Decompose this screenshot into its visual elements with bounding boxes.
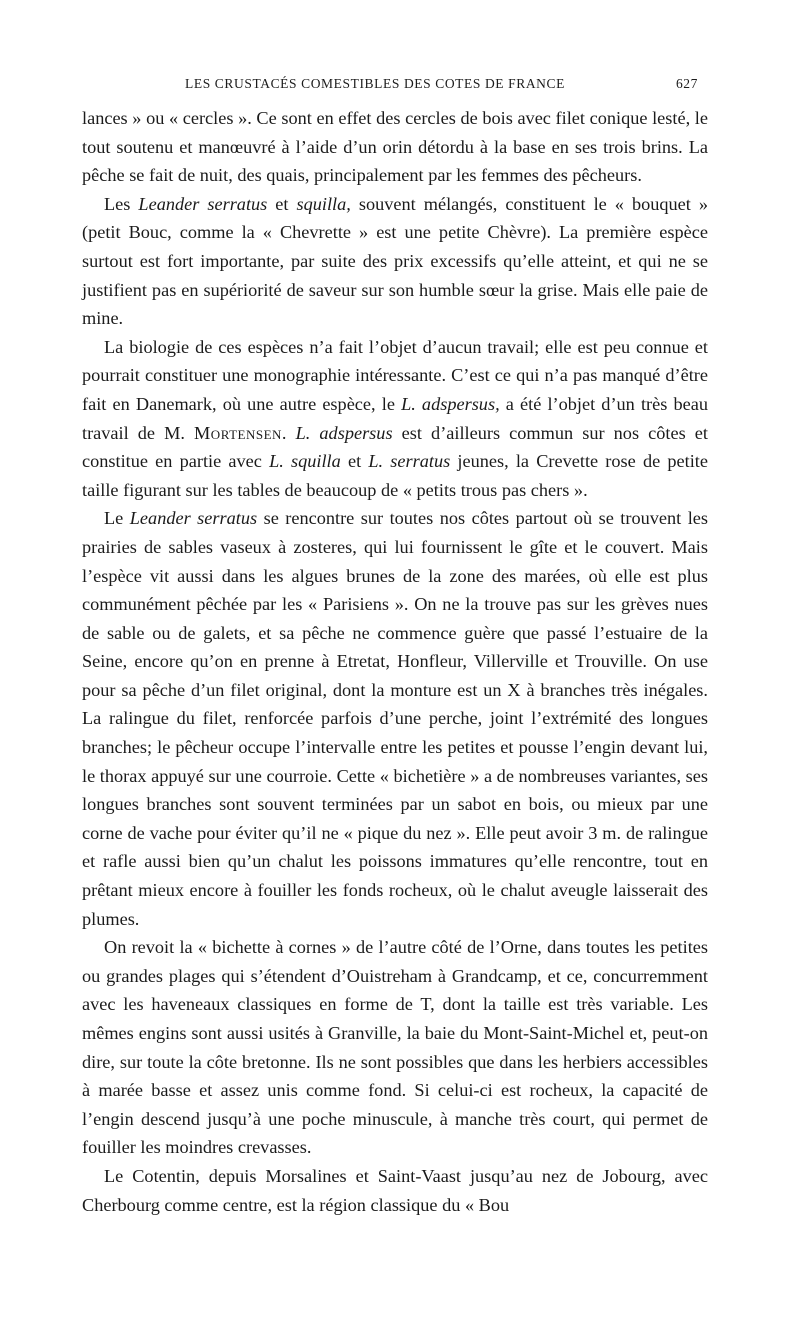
paragraph xyxy=(82,1162,708,1219)
body-text xyxy=(82,104,708,1219)
text-run: lances » ou « cercles ». Ce sont en effet des cercles de bois avec filet conique lesté, le tout soutenu et manœuvré à l’aide d’un orin détordu à la base en ses trois brins. La pêche se fait de nuit, des quais, principalement par les femmes des pêcheurs. xyxy=(82,108,708,186)
text-run: . xyxy=(281,422,296,443)
paragraph xyxy=(82,104,708,190)
italic-text: L. serratus xyxy=(368,451,451,472)
paragraph xyxy=(82,504,708,933)
italic-text: Leander serratus xyxy=(138,193,268,214)
book-page xyxy=(82,70,708,1219)
small-caps-name: Mortensen xyxy=(194,422,282,443)
page-number: 627 xyxy=(675,76,698,91)
paragraph xyxy=(82,190,708,333)
text-run: se rencontre sur toutes nos côtes partout où se trouvent les prairies de sables vaseux à zosteres, qui lui fournissent le gîte et le couvert. Mais l’espèce vit aussi dans les algues brunes de la zone des marées, où elle est plus communément pêchée par les « Parisiens ». On ne la trouve pas sur les grèves nues de sable ou de galets, et sa pêche ne commence guère que passé l’estuaire de la Seine, encore qu’on en prenne à Etretat, Honfleur, Villerville et Trouville. On use pour sa pêche d’un filet original, dont la monture est un X à branches très inégales. La ralingue du filet, renforcée parfois d’une perche, joint l’extrémité des longues branches; le pêcheur occupe l’intervalle entre les petites et pousse l’engin devant lui, le thorax appuyé sur une courroie. Cette « bichetière » a de nombreuses variantes, ses longues branches sont souvent terminées par un sabot en bois, ou mieux par une corne de vache pour éviter qu’il ne « pique du nez ». Elle peut avoir 3 m. de ralingue et rafle aussi bien qu’un chalut les poissons immatures qu’elle rencontre, tout en prêtant mieux encore à fouiller les fonds rocheux, où le chalut aveugle laisserait des plumes. xyxy=(82,508,709,929)
italic-text: squilla, xyxy=(296,193,351,214)
running-title: LES CRUSTACÉS COMESTIBLES DES COTES DE FRANCE xyxy=(185,76,565,91)
running-header xyxy=(82,70,708,96)
italic-text: L. squilla xyxy=(269,451,341,472)
text-run: jeunes, la Crevette rose de petite taille figurant sur les tables de beaucoup de « petits trous pas chers ». xyxy=(82,451,708,500)
text-run: est d’ailleurs commun sur nos côtes et constitue en partie avec xyxy=(82,422,708,472)
italic-text: Leander serratus xyxy=(129,508,258,529)
text-run: Les xyxy=(104,193,139,214)
text-run: et xyxy=(340,451,369,472)
text-run: a été l’objet d’un très beau travail de M. xyxy=(82,393,708,443)
text-run: Le xyxy=(104,508,130,529)
paragraph xyxy=(82,333,708,505)
text-run: Le Cotentin, depuis Morsalines et Saint-Vaast jusqu’au nez de Jobourg, avec Cherbourg comme centre, est la région classique du « Bou xyxy=(82,1165,708,1215)
text-run: On revoit la « bichette à cornes » de l’autre côté de l’Orne, dans toutes les petites ou grandes plages qui s’étendent d’Ouistreham à Grandcamp, et ce, concurremment avec les haveneaux classiques en forme de T, dont la taille est très variable. Les mêmes engins sont aussi usités à Granville, la baie du Mont-Saint-Michel et, peut-on dire, sur toute la côte bretonne. Ils ne sont possibles que dans les herbiers accessibles à marée basse et assez unis comme fond. Si celui-ci est rocheux, la capacité de l’engin descend jusqu’à une poche minuscule, à manche très court, qui permet de fouiller les moindres crevasses. xyxy=(82,937,708,1158)
text-run: La biologie de ces espèces n’a fait l’objet d’aucun travail; elle est peu connue et pourrait constituer une monographie intéressante. C’est ce qui n’a pas manqué d’être fait en Danemark, où une autre espèce, le xyxy=(82,336,708,414)
italic-text: L. adspersus, xyxy=(401,393,500,414)
italic-text: L. adspersus xyxy=(295,422,393,443)
paragraph xyxy=(82,933,708,1162)
text-run: et xyxy=(267,193,297,214)
text-run: souvent mélangés, constituent le « bouquet » (petit Bouc, comme la « Chevrette » est une petite Chèvre). La première espèce surtout est fort importante, par suite des prix excessifs qu’elle atteint, et qui ne se justifient pas en supériorité de saveur sur son humble sœur la grise. Mais elle paie de mine. xyxy=(82,193,708,329)
